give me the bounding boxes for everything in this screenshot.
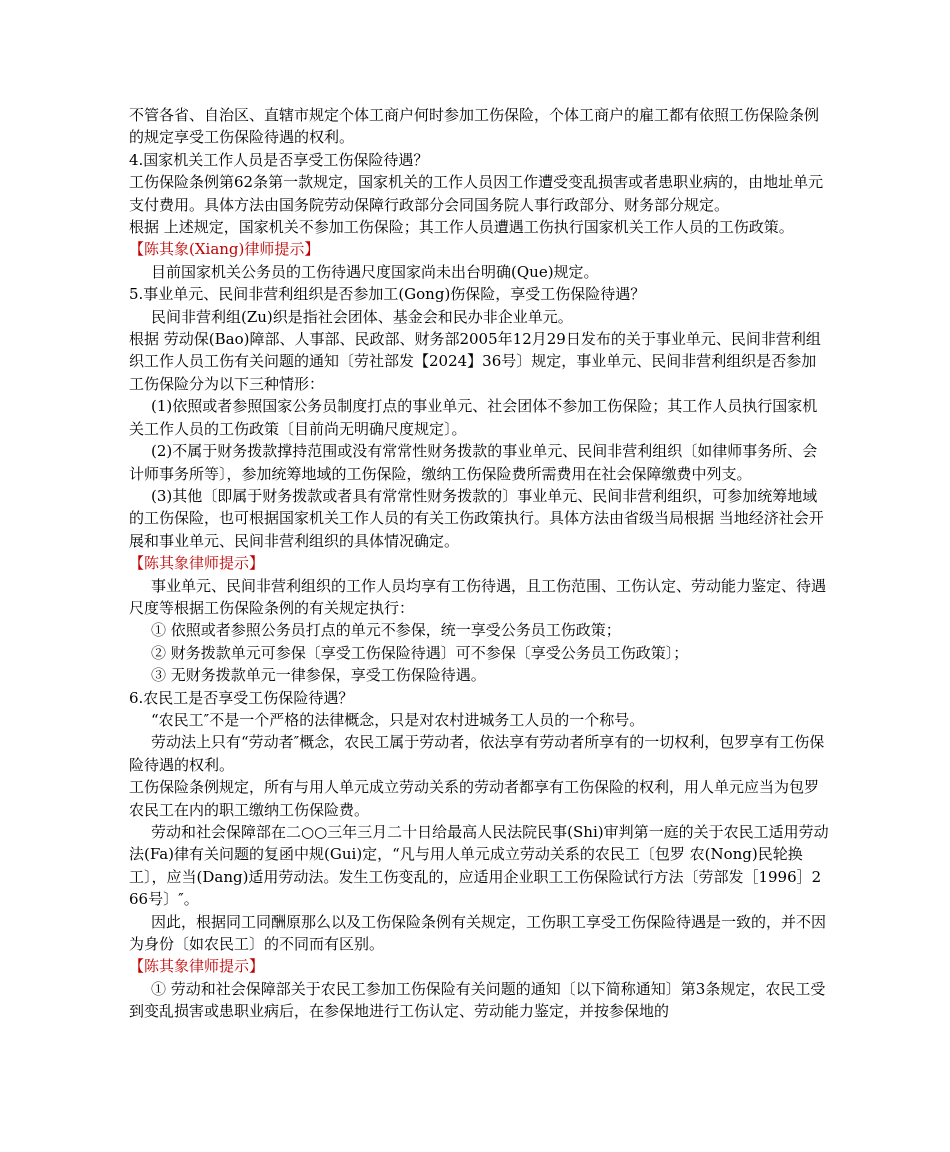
paragraph: 4.国家机关工作人员是否享受工伤保险待遇？ (129, 150, 429, 169)
paragraph: 根据 劳动保(Bao)障部、人事部、民政部、财务部2005年12月29日发布的关于事业单元、民间非营利组织工作人员工伤有关问题的通知〔劳社部发【2024】36号〕规定，事业单元、民间非营利组织是否参加工伤保险分为以下三种情形： (129, 330, 821, 393)
paragraph: 因此，根据同工同酬原那么以及工伤保险条例有关规定，工伤职工享受工伤保险待遇是一致的，并不因为身份〔如农民工〕的不同而有区别。 (129, 912, 827, 954)
paragraph: ① 依照或者参照公务员打点的单元不参保，统一享受公务员工伤政策； (151, 621, 621, 640)
paragraph: ① 劳动和社会保障部关于农民工参加工伤保险有关问题的通知〔以下简称通知〕第3条规定，农民工受到变乱损害或患职业病后，在参保地进行工伤认定、劳动能力鉴定，并按参保地的 (129, 979, 826, 1021)
paragraph: 5.事业单元、民间非营利组织是否参加工(Gong)伤保险，享受工伤保险待遇？ (129, 285, 646, 304)
paragraph: (2)不属于财务拨款撑持范围或没有常常性财务拨款的事业单元、民间非营利组织〔如律师事务所、会计师事务所等〕，参加统筹地域的工伤保险，缴纳工伤保险费所需费用在社会保障缴费中列支。 (129, 442, 818, 483)
paragraph: 6.农民工是否享受工伤保险待遇？ (129, 688, 354, 707)
paragraph: ③ 无财务拨款单元一律参保，享受工伤保险待遇。 (151, 666, 486, 685)
document-page (129, 104, 829, 1023)
paragraph: (3)其他〔即属于财务拨款或者具有常常性财务拨款的〕事业单元、民间非营利组织，可参加统筹地域的工伤保险，也可根据国家机关工作人员的有关工伤政策执行。具体方法由省级当局根据 当地经济社会开展和事业单元、民间非营利组织的具体情况确定。 (129, 486, 824, 550)
paragraph: ② 财务拨款单元可参保〔享受工伤保险待遇〕可不参保〔享受公务员工伤政策〕； (151, 643, 689, 662)
lawyer-tip-heading: 【陈其象(Xiang)律师提示】 (129, 240, 320, 259)
paragraph: “农民工″不是一个严格的法律概念，只是对农村进城务工人员的一个称号。 (151, 710, 645, 729)
paragraph: 事业单元、民间非营利组织的工作人员均享有工伤待遇，且工伤范围、工伤认定、劳动能力鉴定、待遇尺度等根据工伤保险条例的有关规定执行： (129, 576, 827, 617)
paragraph: 工伤保险条例第62条第一款规定，国家机关的工作人员因工作遭受变乱损害或者患职业病的，由地址单元支付费用。具体方法由国务院劳动保障行政部分会同国务院人事行政部分、财务部分规定。 (129, 173, 824, 214)
paragraph: 劳动法上只有“劳动者″概念，农民工属于劳动者，依法享有劳动者所享有的一切权利，包罗享有工伤保险待遇的权利。 (129, 733, 825, 774)
paragraph: 不管各省、自治区、直辖市规定个体工商户何时参加工伤保险，个体工商户的雇工都有依照工伤保险条例的规定享受工伤保险待遇的权利。 (129, 106, 820, 147)
paragraph: 工伤保险条例规定，所有与用人单元成立劳动关系的劳动者都享有工伤保险的权利，用人单元应当为包罗 农民工在内的职工缴纳工伤保险费。 (129, 778, 820, 819)
lawyer-tip-heading: 【陈其象律师提示】 (129, 957, 265, 976)
lawyer-tip-heading: 【陈其象律师提示】 (129, 554, 265, 573)
paragraph: 目前国家机关公务员的工伤待遇尺度国家尚未出台明确(Que)规定。 (151, 262, 599, 281)
paragraph: (1)依照或者参照国家公务员制度打点的事业单元、社会团体不参加工伤保险；其工作人员执行国家机关工作人员的工伤政策〔目前尚无明确尺度规定〕。 (129, 397, 818, 438)
paragraph: 根据 上述规定，国家机关不参加工伤保险；其工作人员遭遇工伤执行国家机关工作人员的工伤政策。 (129, 218, 794, 237)
paragraph: 民间非营利组(Zu)织是指社会团体、基金会和民办非企业单元。 (151, 307, 573, 326)
paragraph: 劳动和社会保障部在二○○三年三月二十日给最高人民法院民事(Shi)审判第一庭的关于农民工适用劳动法(Fa)律有关问题的复函中规(Gui)定，“凡与用人单元成立劳动关系的农民工〔包罗 农(Nong)民轮换工〕，应当(Dang)适用劳动法。发生工伤变乱的，应适用企业职工工伤保险试行方法〔劳部发［1996］266号〕″。 (129, 823, 829, 909)
